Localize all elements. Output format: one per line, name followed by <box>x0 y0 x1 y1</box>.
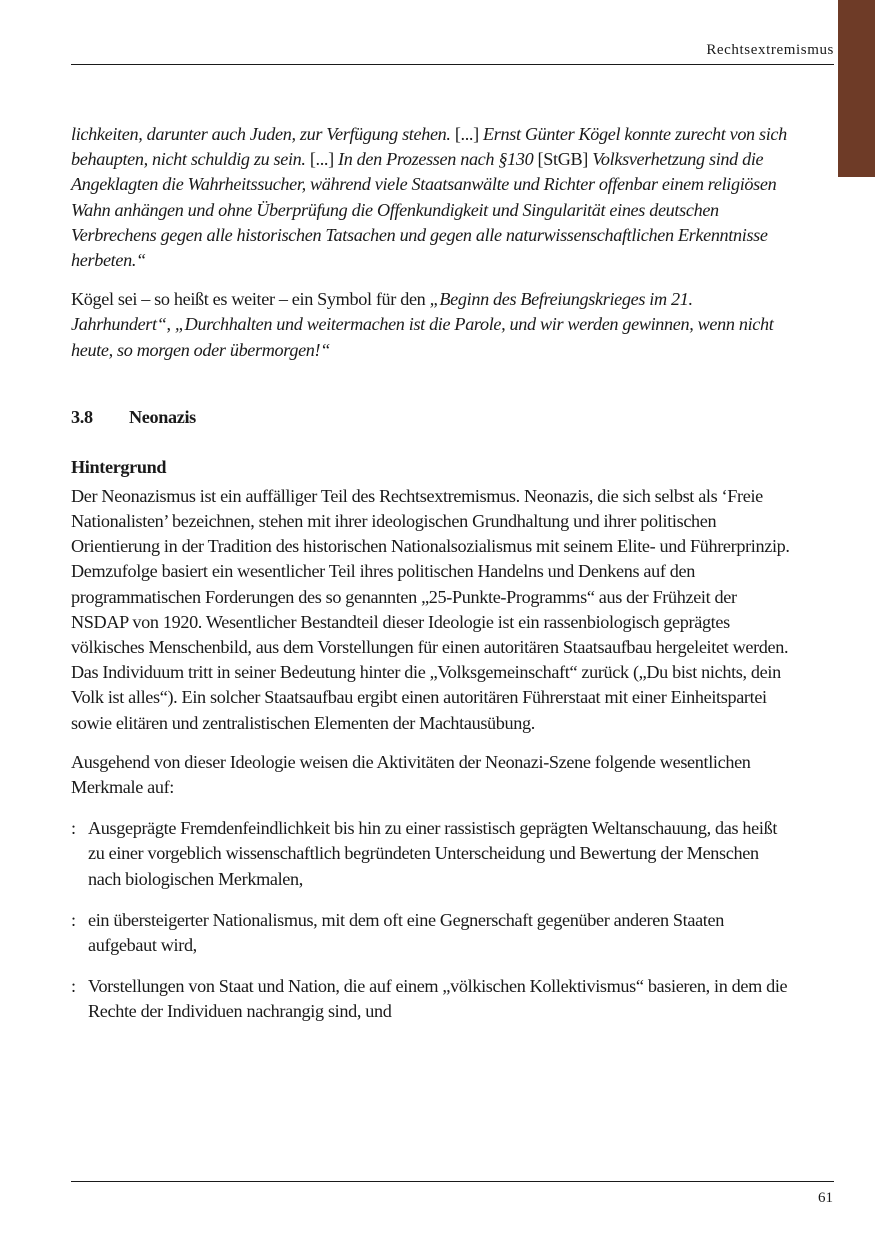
running-header: Rechtsextremismus <box>706 42 834 58</box>
subheading: Hintergrund <box>71 456 167 477</box>
quote-omission: [...] <box>309 149 339 170</box>
bullet-marker: : <box>71 818 76 839</box>
quote-segment: lichkeiten, darunter auch Juden, zur Verfügung stehen. <box>71 124 455 144</box>
footer-rule <box>71 1181 834 1182</box>
feature-list <box>71 816 793 1024</box>
koegel-paragraph <box>71 287 793 363</box>
bullet-marker: : <box>71 976 76 997</box>
chapter-tab-marker <box>838 0 875 177</box>
page-content <box>71 122 793 1041</box>
list-item-text: Vorstellungen von Staat und Nation, die auf einem „völkischen Kollektivismus“ basieren, in dem die Rechte der Individuen nachrangig sind, und <box>88 976 788 1022</box>
header-rule <box>71 64 834 65</box>
list-item-text: ein übersteigerter Nationalismus, mit dem oft eine Gegnerschaft gegenüber anderen Staaten aufgebaut wird, <box>88 909 724 956</box>
koegel-quote: „Beginn des Befreiungskrieges im 21. Jahrhundert“ <box>71 289 693 335</box>
quote-insertion: [StGB] <box>537 149 593 170</box>
page-number: 61 <box>818 1190 833 1206</box>
koegel-quote: „Durchhalten und weitermachen ist die Parole, und wir werden gewinnen, wenn nicht heute, so morgen oder übermorgen!“ <box>71 314 774 360</box>
list-item-text: Ausgeprägte Fremdenfeindlichkeit bis hin zu einer rassistisch geprägten Weltanschauung, das heißt zu einer vorgeblich wissenschaftlich begründeten Unterscheidung und Bewertung der Menschen nach biologischen Merkmalen, <box>88 818 778 889</box>
list-item <box>71 974 793 1024</box>
quote-paragraph <box>71 122 793 273</box>
bullet-marker: : <box>71 909 76 930</box>
quote-segment: Volksverhetzung sind die Angeklagten die Wahrheitssucher, während viele Staatsanwälte und Richter offenbar einem religiösen Wahn anhängen und ohne Überprüfung die Offenkundigkeit und Singularität eines deutschen Verbrechens gegen alle historischen Tatsachen und gegen alle naturwissenschaftlichen Erkenntnisse herbeten.“ <box>71 149 777 271</box>
section-number: 3.8 <box>71 406 93 427</box>
body-paragraph: Der Neonazismus ist ein auffälliger Teil des Rechtsextremismus. Neonazis, die sich selbst als ‘Freie Nationalisten’ bezeichnen, stehen mit ihrer ideologischen Grundhaltung und ihrer politischen Orientierung in der Tradition des historischen Nationalsozialismus mit seinem Elite- und Führerprinzip. Demzufolge basiert ein wesentlicher Teil ihres politischen Handelns und Denkens auf den programmatischen Forderungen des so genannten „25-Punkte-Programms“ aus der Frühzeit der NSDAP von 1920. Wesentlicher Bestandteil dieser Ideologie ist ein rassenbiologisch geprägtes völkisches Menschenbild, aus dem Vorstellungen für einen autoritären Staatsaufbau hergeleitet werden. Das Individuum tritt in seiner Bedeutung hinter die „Volksgemeinschaft“ zurück („Du bist nichts, dein Volk ist alles“). Ein solcher Staatsaufbau ergibt einen autoritären Führerstaat mit einer Einheitspartei sowie elitären und zentralistischen Elementen der Machtausübung. <box>71 485 790 733</box>
quote-segment: In den Prozessen nach §130 <box>338 149 538 170</box>
koegel-text: Kögel sei – so heißt es weiter – ein Symbol für den <box>71 289 430 310</box>
list-item <box>71 816 793 892</box>
section-title: Neonazis <box>129 406 196 427</box>
quote-omission: [...] <box>454 124 484 144</box>
koegel-text: , <box>166 314 175 335</box>
list-item <box>71 908 793 958</box>
section-heading <box>71 405 793 430</box>
body-paragraph: Ausgehend von dieser Ideologie weisen die Aktivitäten der Neonazi-Szene folgende wesentlichen Merkmale auf: <box>71 751 751 798</box>
quote-segment: Ernst Günter Kögel konnte zurecht von sich behaupten, nicht schuldig zu sein. <box>71 124 787 170</box>
